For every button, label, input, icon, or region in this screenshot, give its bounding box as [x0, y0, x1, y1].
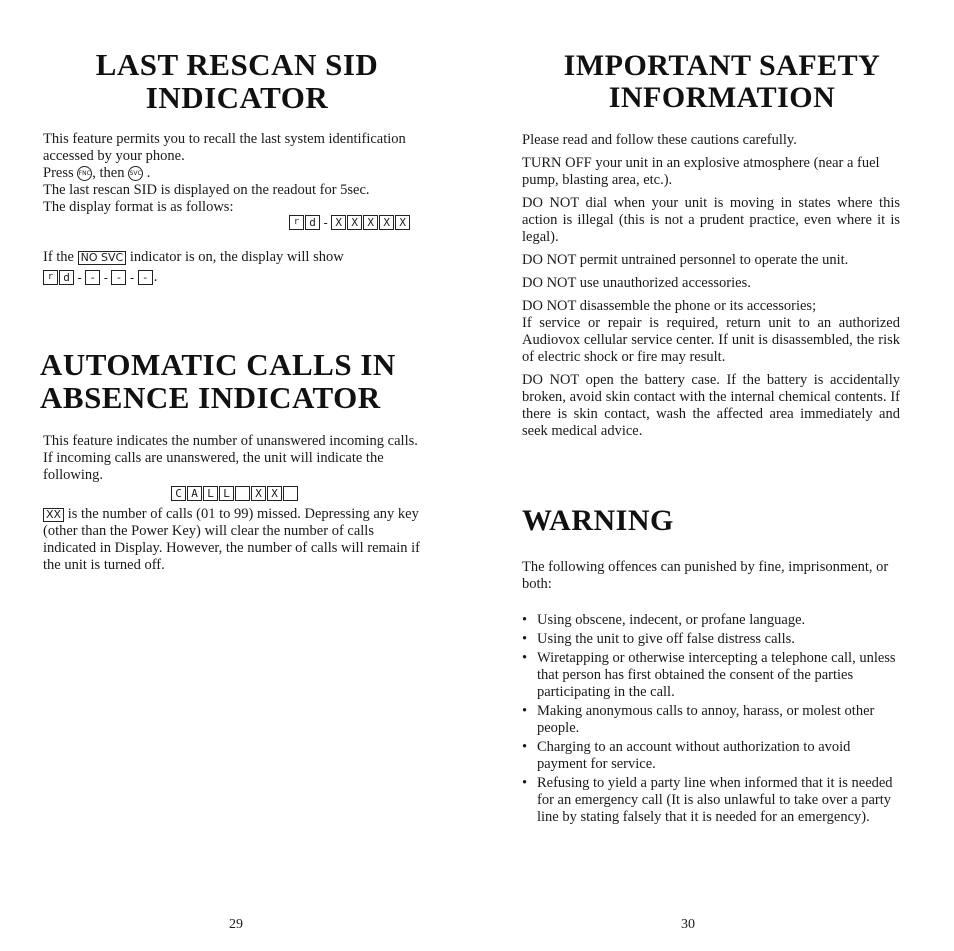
calls-lcd: C A L L X X [171, 486, 298, 501]
safety-para: DO NOT use unauthorized accessories. [522, 275, 751, 291]
safety-para: DO NOT permit untrained personnel to operate the unit. [522, 252, 849, 268]
sid-para1: This feature permits you to recall the last system identification accessed by your phone. [43, 131, 406, 164]
safety-para: DO NOT open the battery case. If the battery is accidentally broken, avoid skin contact with the internal chemical contents. If there is skin contact, wash the affected area immediately and seek medical advice. [522, 372, 900, 439]
nosvc-block: If the NO SVC indicator is on, the display will show [43, 249, 344, 265]
calls-explain: XX is the number of calls (01 to 99) missed. Depressing any key (other than the Power Key) will clear the number of calls indicated in Display. However, the number of calls will remain if the unit is turned off. [43, 506, 420, 573]
safety-para: TURN OFF your unit in an explosive atmosphere (near a fuel pump, blasting area, etc.). [522, 155, 880, 188]
calls-heading-line2: ABSENCE INDICATOR [40, 380, 381, 415]
safety-heading [522, 50, 922, 114]
nosvc-badge: NO SVC [78, 251, 127, 265]
sid-body [43, 131, 423, 216]
calls-display-readout [171, 483, 298, 502]
calls-heading-line1: AUTOMATIC CALLS IN [40, 347, 396, 382]
warning-heading: WARNING [522, 504, 674, 537]
sid-heading-line2: INDICATOR [145, 80, 329, 115]
sid-display-readout [289, 212, 410, 231]
sid-format-line: The display format is as follows: [43, 199, 234, 215]
sid-heading [42, 48, 432, 114]
list-item: • Refusing to yield a party line when informed that it is needed for an emergency call (It is also unlawful to take over a party line by stating falsely that it is needed for an emergency). [522, 775, 900, 826]
page-number-right: 30 [681, 917, 695, 932]
nosvc-lcd: r d - - - - - - . [43, 269, 157, 286]
safety-heading-line1: IMPORTANT SAFETY [563, 49, 881, 82]
sid-heading-line1: LAST RESCAN SID [95, 47, 379, 82]
calls-para1: This feature indicates the number of unanswered incoming calls. If incoming calls are unanswered, the unit will indicate the following. [43, 433, 418, 483]
safety-body [522, 132, 900, 446]
safety-para: Please read and follow these cautions carefully. [522, 132, 797, 148]
right-page [477, 0, 954, 951]
warning-intro: The following offences can punished by fine, imprisonment, or both: [522, 559, 889, 592]
calls-body [43, 433, 423, 484]
page-number-left: 29 [229, 917, 243, 932]
sid-para2: The last rescan SID is displayed on the readout for 5sec. [43, 182, 370, 198]
nosvc-display-readout [43, 267, 157, 286]
xx-badge: XX [43, 508, 64, 522]
safety-para: If service or repair is required, return unit to an authorized Audiovox cellular service center. If unit is disassembled, the risk of electric shock or fire may result. [522, 315, 900, 365]
sid-lcd: r d - X X X X X [289, 215, 410, 230]
safety-heading-line2: INFORMATION [608, 81, 836, 114]
safety-para: DO NOT disassemble the phone or its accessories; [522, 298, 817, 314]
calls-heading [40, 348, 440, 414]
list-item: • Charging to an account without authorization to avoid payment for service. [522, 739, 900, 773]
list-item: • Wiretapping or otherwise intercepting a telephone call, unless that person has first obtained the consent of the parties participating in the call. [522, 650, 900, 701]
warning-list [522, 612, 900, 826]
list-item: • Using obscene, indecent, or profane language. [522, 612, 900, 629]
list-item: • Making anonymous calls to annoy, harass, or molest other people. [522, 703, 900, 737]
fnc-key-icon: FNC [77, 166, 92, 181]
list-item: • Using the unit to give off false distress calls. [522, 631, 900, 648]
svc-key-icon: SVC [128, 166, 143, 181]
safety-para: DO NOT dial when your unit is moving in states where this action is illegal (this is not a prudent practice, even where it is legal). [522, 195, 900, 245]
sid-press-line: Press FNC, then SVC . [43, 165, 151, 181]
warning-body [522, 559, 900, 828]
